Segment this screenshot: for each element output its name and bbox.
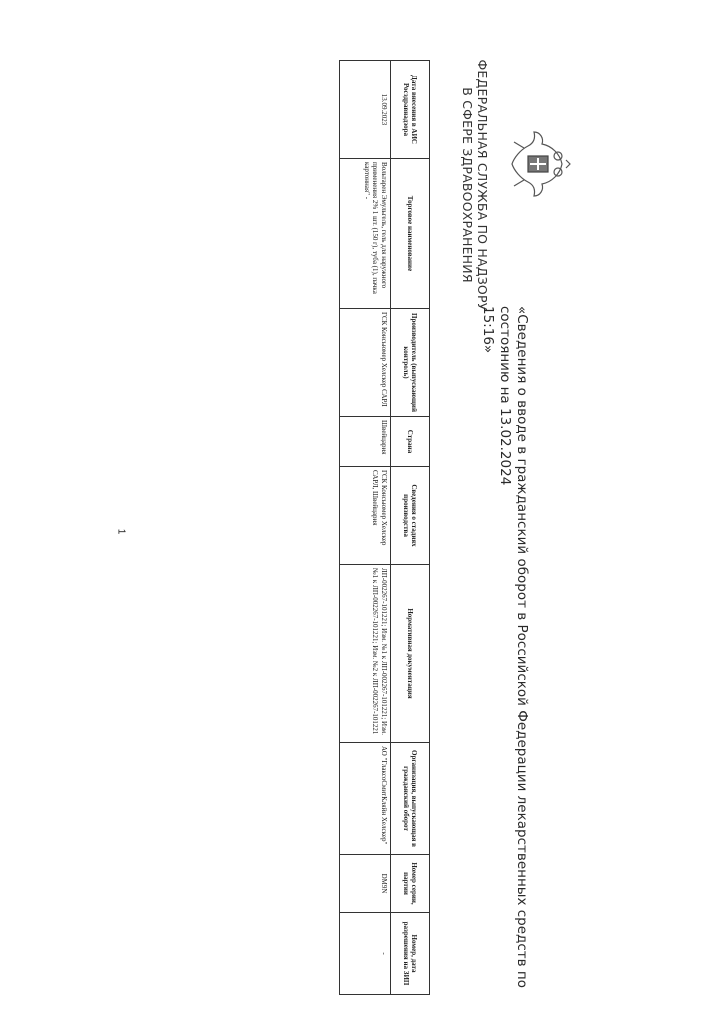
data-table [339,60,430,995]
cell-permit: - [340,913,391,995]
page-number: 1 [115,528,127,535]
column-header: Торговое наименование [391,159,430,309]
emblem-icon [496,128,576,200]
column-header: Нормативная документация [391,565,430,743]
cell-organization: АО "ГлаксоСмитКляйн Хелскер" [340,743,391,855]
agency-name [460,55,490,315]
cell-series: DM9N [340,855,391,913]
cell-trade-name: Вольтарен Эмульгель, гель для наружного применения 2% 1 шт. (150 г), туба (1), пачка картонная" - [340,159,391,309]
table-header-row [391,61,430,995]
column-header: Производитель (выпускающий контроль) [391,309,430,417]
title-line1: «Сведения о вводе в гражданский оборот в Российской Федерации лекарственных средств по состоянию на 13.02.2024 [497,306,530,988]
column-header: Сведения о стадиях производства [391,467,430,565]
cell-normative: ЛП-002267-101221; Изм. №1 к ЛП-002267-101221; Изм. №1 к ЛП-002267-101221; Изм. №2 к ЛП-002267-101221 [340,565,391,743]
column-header: Страна [391,417,430,467]
agency-name-line1: ФЕДЕРАЛЬНАЯ СЛУЖБА ПО НАДЗОРУ [475,59,490,311]
cell-date: 13.09.2023 [340,61,391,159]
document-title [479,306,530,1006]
agency-name-line2: В СФЕРЕ ЗДРАВООХРАНЕНИЯ [460,87,475,283]
column-header: Организация, выпускающая в гражданский оборот [391,743,430,855]
table-row [340,61,391,995]
column-header: Дата внесения в АИС Росздравнадзора [391,61,430,159]
cell-manufacturer: ГСК Консьюмер Хелскер САРЛ [340,309,391,417]
cell-country: Швейцария [340,417,391,467]
data-table-wrapper [346,60,430,994]
cell-stages: ГСК Консьюмер Хелскер САРЛ, Швейцария [340,467,391,565]
title-line2: 15:16» [480,306,496,354]
column-header: Номер серии, партии [391,855,430,913]
column-header: Номер, дата разрешения на ЗИП [391,913,430,995]
